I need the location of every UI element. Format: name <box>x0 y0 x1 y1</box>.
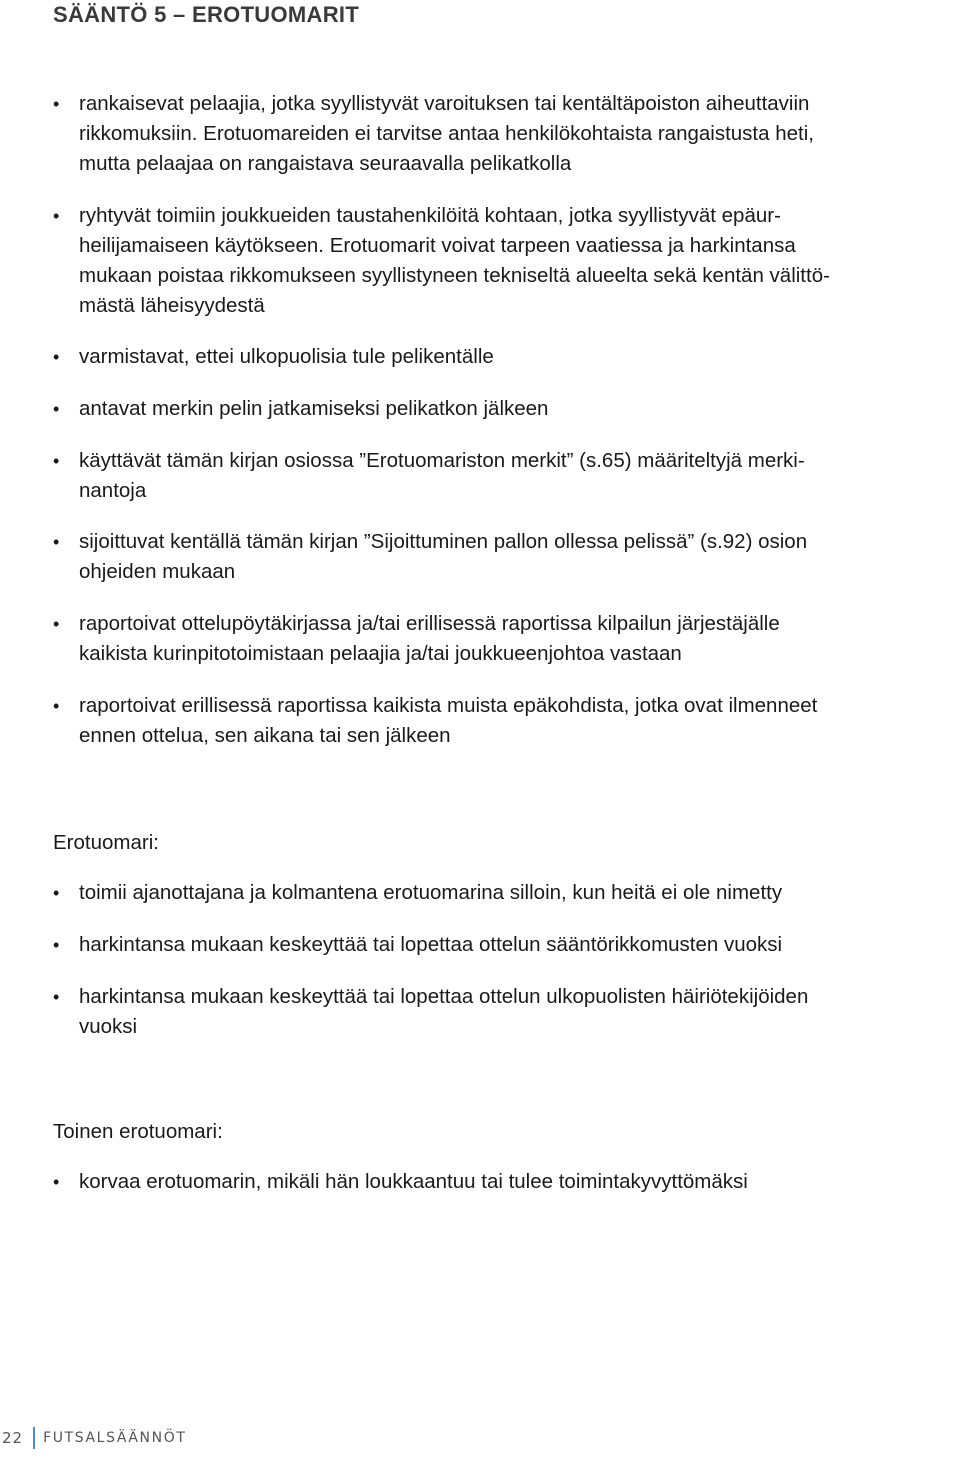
list-item-line: vuoksi <box>79 1015 138 1038</box>
list-item-line: • antavat merkin pelin jatkamiseksi pelikatkon jälkeen <box>79 397 549 420</box>
rule-list-second-referee <box>53 1167 953 1197</box>
list-item-line: • varmistavat, ettei ulkopuolisia tule pelikentälle <box>79 345 494 368</box>
list-item-line: • korvaa erotuomarin, mikäli hän loukkaantuu tai tulee toimintakyvyttömäksi <box>79 1170 748 1193</box>
list-item-line: • raportoivat ottelupöytäkirjassa ja/tai erillisessä raportissa kilpailun järjestäjälle <box>79 612 780 635</box>
list-item <box>53 691 953 751</box>
list-item <box>53 201 953 321</box>
list-item-line: • toimii ajanottajana ja kolmantena erotuomarina silloin, kun heitä ei ole nimetty <box>79 881 783 904</box>
list-item-line: mukaan poistaa rikkomukseen syyllistyneen tekniseltä alueelta sekä kentän välittö- <box>79 264 830 287</box>
list-item-line: • ryhtyvät toimiin joukkueiden taustahenkilöitä kohtaan, jotka syyllistyvät epäur- <box>79 204 781 227</box>
list-item-line: nantoja <box>79 479 147 502</box>
list-item <box>53 609 953 669</box>
list-item-line: heilijamaiseen käytökseen. Erotuomarit voivat tarpeen vaatiessa ja harkintansa <box>79 234 796 257</box>
section-label-referee: Erotuomari: <box>53 831 159 854</box>
list-item <box>53 982 953 1042</box>
list-item-line: • harkintansa mukaan keskeyttää tai lopettaa ottelun ulkopuolisten häiriötekijöiden <box>79 985 809 1008</box>
list-item-line: ennen ottelua, sen aikana tai sen jälkeen <box>79 724 451 747</box>
section-label-second-referee: Toinen erotuomari: <box>53 1120 223 1143</box>
list-item-line: • käyttävät tämän kirjan osiossa ”Erotuomariston merkit” (s.65) määriteltyjä merki- <box>79 449 805 472</box>
page-footer <box>0 1425 186 1451</box>
page-number: 22 <box>2 1429 24 1447</box>
list-item <box>53 1167 953 1197</box>
list-item <box>53 878 953 908</box>
list-item <box>53 446 953 506</box>
list-item-line: kaikista kurinpitotoimistaan pelaajia ja/tai joukkueenjohtoa vastaan <box>79 642 682 665</box>
list-item-line: • rankaisevat pelaajia, jotka syyllistyvät varoituksen tai kentältäpoiston aiheuttaviin <box>79 92 810 115</box>
footer-divider <box>33 1427 35 1449</box>
list-item-line: ohjeiden mukaan <box>79 560 236 583</box>
list-item-line: • sijoittuvat kentällä tämän kirjan ”Sijoittuminen pallon ollessa pelissä” (s.92) osion <box>79 530 808 553</box>
list-item-line: • harkintansa mukaan keskeyttää tai lopettaa ottelun sääntörikkomusten vuoksi <box>79 933 783 956</box>
rule-list-referees <box>53 89 953 751</box>
list-item <box>53 342 953 372</box>
rule-list-referee <box>53 878 953 1042</box>
list-item <box>53 89 953 179</box>
list-item-line: • raportoivat erillisessä raportissa kaikista muista epäkohdista, jotka ovat ilmenneet <box>79 694 818 717</box>
list-item-line: mästä läheisyydestä <box>79 294 265 317</box>
list-item <box>53 527 953 587</box>
book-title: FUTSALSÄÄNNÖT <box>43 1430 187 1446</box>
list-item <box>53 930 953 960</box>
list-item <box>53 394 953 424</box>
list-item-line: rikkomuksiin. Erotuomareiden ei tarvitse antaa henkilökohtaista rangaistusta heti, <box>79 122 814 145</box>
list-item-line: mutta pelaajaa on rangaistava seuraavalla pelikatkolla <box>79 152 572 175</box>
page-title: SÄÄNTÖ 5 – EROTUOMARIT <box>53 2 360 27</box>
